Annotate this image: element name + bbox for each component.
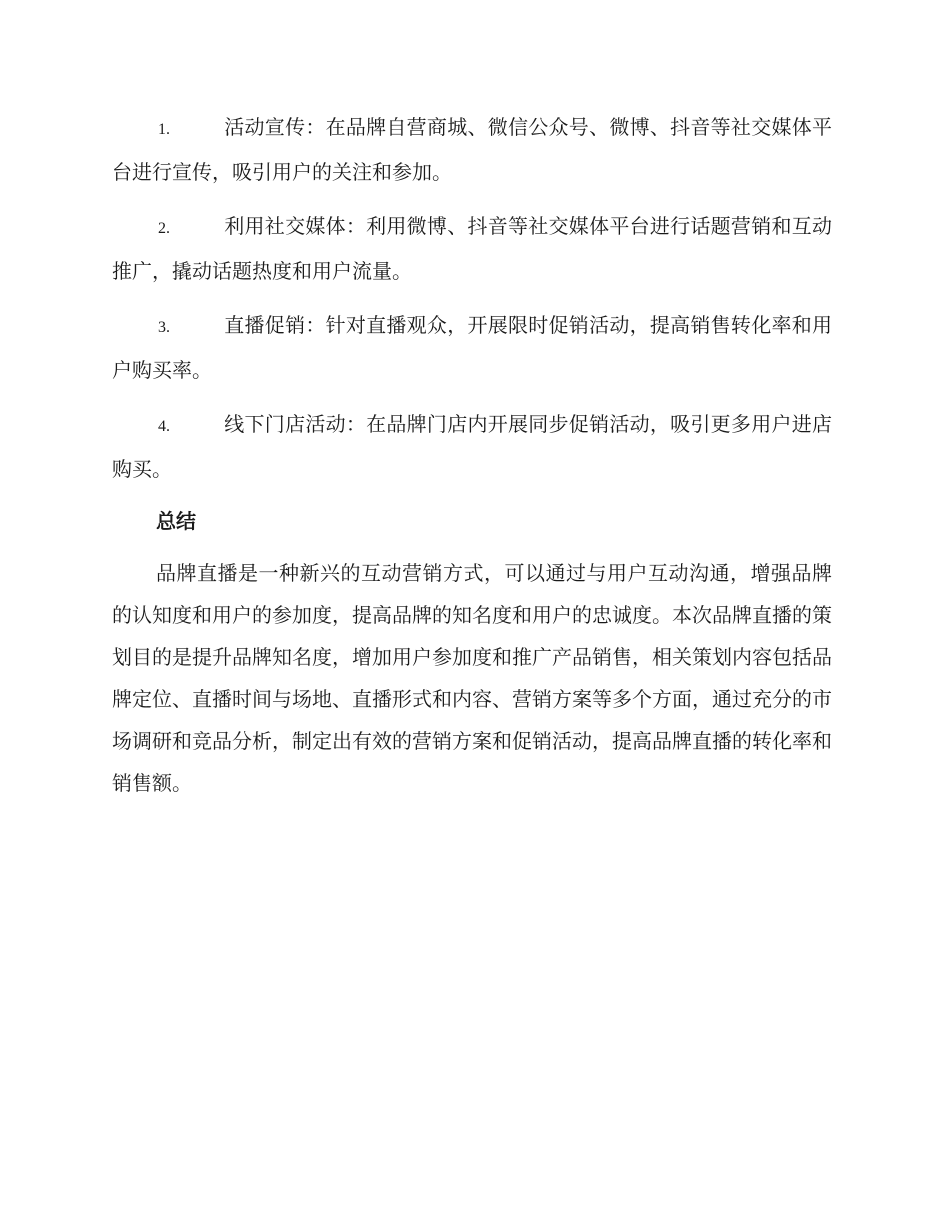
list-item-number: 1.	[158, 121, 170, 138]
list-item-text: 利用社交媒体：利用微博、抖音等社交媒体平台进行话题营销和互动推广，撬动话题热度和用户流量。	[112, 214, 832, 283]
list-item	[112, 205, 832, 292]
list-item	[112, 106, 832, 193]
summary-heading: 总结	[156, 509, 196, 533]
list-item-text: 线下门店活动：在品牌门店内开展同步促销活动，吸引更多用户进店购买。	[112, 412, 832, 481]
list-item-text: 活动宣传：在品牌自营商城、微信公众号、微博、抖音等社交媒体平台进行宣传，吸引用户的关注和参加。	[112, 115, 832, 184]
list-item-number: 4.	[158, 418, 170, 435]
list-item-number: 2.	[158, 220, 170, 237]
summary-paragraph: 品牌直播是一种新兴的互动营销方式，可以通过与用户互动沟通，增强品牌的认知度和用户的参加度，提高品牌的知名度和用户的忠诚度。本次品牌直播的策划目的是提升品牌知名度，增加用户参加度和推广产品销售，相关策划内容包括品牌定位、直播时间与场地、直播形式和内容、营销方案等多个方面，通过充分的市场调研和竞品分析，制定出有效的营销方案和促销活动，提高品牌直播的转化率和销售额。	[112, 561, 832, 795]
list-item-text: 直播促销：针对直播观众，开展限时促销活动，提高销售转化率和用户购买率。	[112, 313, 832, 382]
document-page	[112, 106, 832, 804]
list-item	[112, 304, 832, 391]
list-item	[112, 403, 832, 490]
list-item-number: 3.	[158, 319, 170, 336]
